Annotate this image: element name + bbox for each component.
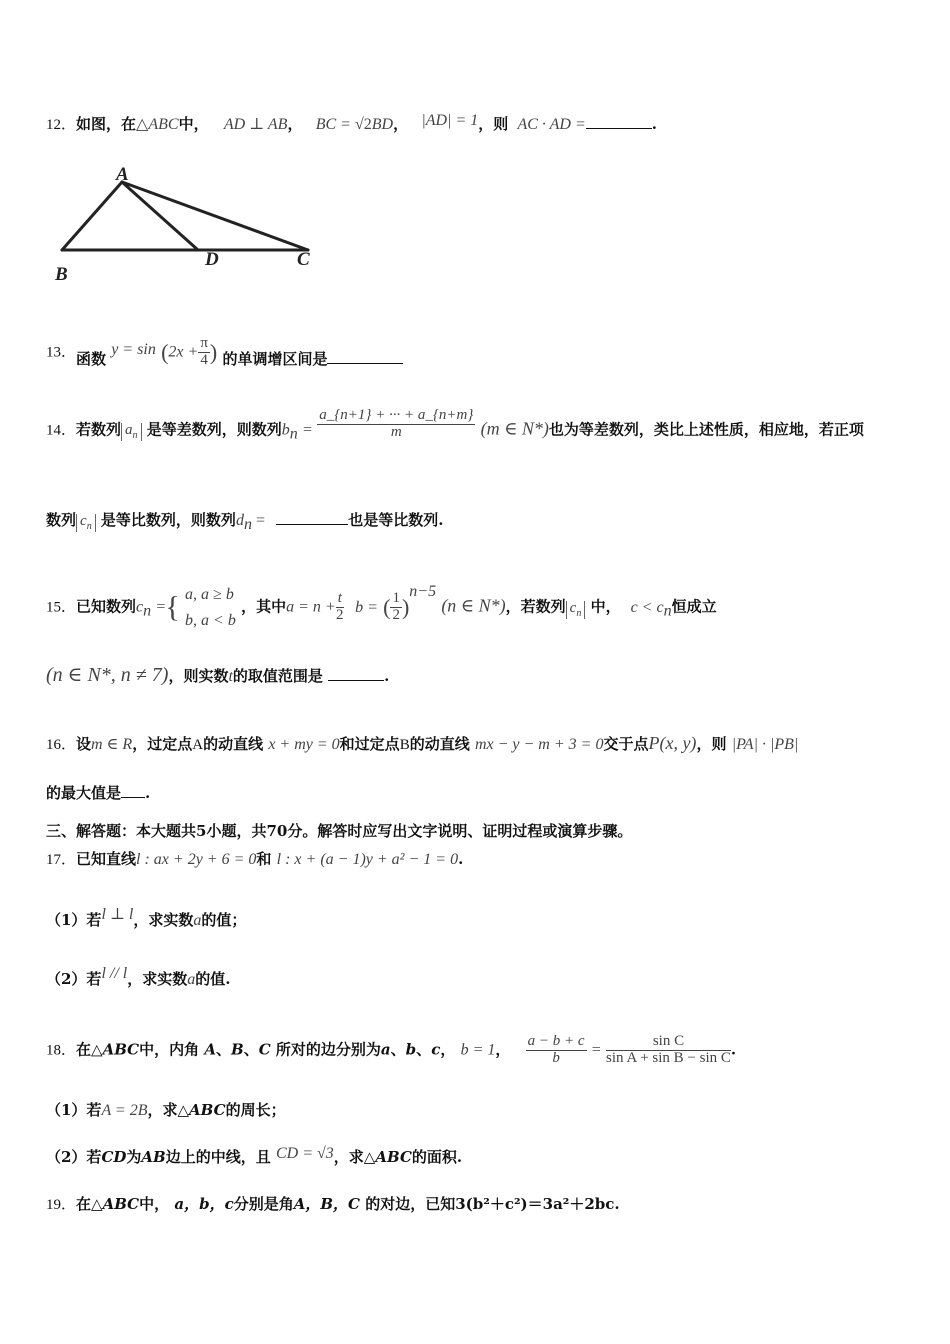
question-number: 12．	[46, 117, 77, 133]
question-17-part-1: （1）若l ⊥ l，求实数a的值；	[46, 906, 247, 929]
question-15: 15．已知数列$c_n$ ={ a, a ≥ b b, a < b ，其中a = n + $\frac{t}{2}$ b = ( $\frac{1}{2}$ )$^{n-5}$ (n ∈ N*)，若数列 $c_n$ 中， $c < c_n$恒成立	[46, 582, 717, 629]
answer-blank	[327, 362, 403, 364]
question-17: 17．已知直线l : ax + 2y + 6 = 0和 l : x + (a − 1)y + a² − 1 = 0.	[46, 850, 464, 868]
section-heading: 三、解答题：本大题共5小题，共70分。解答时应写出文字说明、证明过程或演算步骤。	[46, 822, 633, 840]
answer-blank	[276, 523, 348, 525]
question-17-part-2: （2）若l // l，求实数a的值.	[46, 965, 231, 988]
question-18-part-1: （1）若A = 2B，求△ABC的周长；	[46, 1101, 286, 1119]
triangle-figure	[50, 162, 330, 287]
vertex-label-b: B	[55, 264, 68, 285]
vertex-label-a: A	[116, 164, 129, 185]
question-12: 12．如图，在△ABC中， AD ⊥ AB， BC = √2BD， |AD| = 1，则 AC · AD = .	[46, 112, 657, 133]
question-18-part-2: （2）若CD为AB边上的中线，且 CD = √3，求△ABC的面积.	[46, 1145, 463, 1166]
question-15-continued: (n ∈ N*, n ≠ 7)，则实数t的取值范围是 .	[46, 664, 390, 686]
question-19: 19．在△ABC中， a，b，c分别是角A，B，C 的对边，已知3(b²＋c²)＝3a²＋2bc.	[46, 1195, 620, 1213]
question-18: 18．在△ABC中，内角 A、B、C 所对的边分别为a、b、c， b = 1， $\frac{a - b + c}{b}$ = $\frac{\text{sin C}}{\text{sin A + sin B − sin C}}$ .	[46, 1033, 737, 1066]
question-16-continued: 的最大值是 .	[46, 784, 151, 802]
vertex-label-d: D	[205, 249, 219, 270]
answer-blank	[586, 127, 652, 129]
answer-blank	[121, 796, 145, 798]
question-14: 14．若数列 $a_n$ 是等差数列，则数列$b_n$ = $\frac{a\_\{n+1\} + \cdot\cdot\cdot + a\_\{n+m\}}{m}$ (m ∈ N*)也为等差数列，类比上述性质，相应地，若正项	[46, 407, 864, 443]
question-16: 16．设m ∈ R，过定点A的动直线 x + my = 0和过定点B的动直线 mx − y − m + 3 = 0交于点P(x, y)，则 |PA| · |PB|	[46, 733, 799, 753]
answer-blank	[328, 679, 384, 681]
question-14-continued: 数列 $c_n$ 是等比数列，则数列$d_n$ = 也是等比数列.	[46, 511, 444, 533]
vertex-label-c: C	[297, 249, 310, 270]
question-13: 13．函数 y = sin (2x + $\frac{\pi}{4}$ ) 的单调增区间是	[46, 336, 403, 369]
